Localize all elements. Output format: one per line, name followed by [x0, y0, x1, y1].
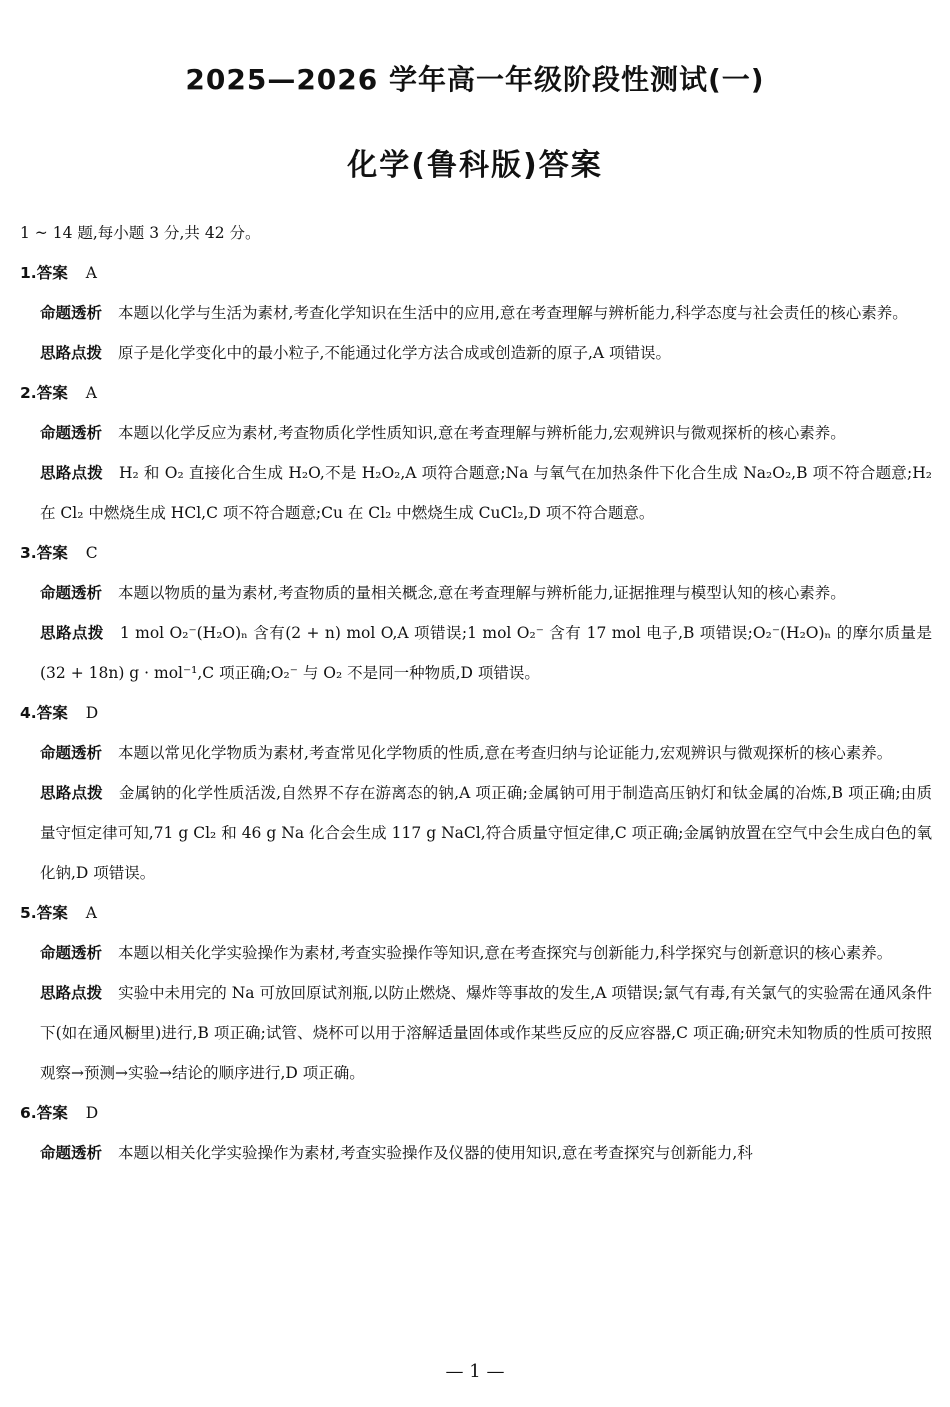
- analysis-text: 本题以相关化学实验操作为素材,考查实验操作等知识,意在考查探究与创新能力,科学探究与创新意识的核心素养。: [118, 944, 893, 962]
- answer-label: 答案: [36, 544, 68, 562]
- question-number: 5.: [20, 904, 37, 922]
- analysis-label: 命题透析: [40, 424, 103, 442]
- question-2: [20, 373, 932, 533]
- question-4: [20, 693, 932, 893]
- analysis-label: 命题透析: [40, 1144, 103, 1162]
- analysis-label: 命题透析: [40, 584, 103, 602]
- answer-label: 答案: [36, 264, 68, 282]
- page-title: 2025—2026 学年高一年级阶段性测试(一): [185, 63, 765, 96]
- analysis-text: 本题以物质的量为素材,考查物质的量相关概念,意在考查理解与辨析能力,证据推理与模型认知的核心素养。: [118, 584, 846, 602]
- answer-value: A: [85, 384, 97, 402]
- question-number: 1.: [20, 264, 37, 282]
- hint-label: 思路点拨: [40, 464, 103, 482]
- question-number: 4.: [20, 704, 37, 722]
- analysis-label: 命题透析: [40, 944, 103, 962]
- answer-value: A: [85, 904, 97, 922]
- answer-label: 答案: [36, 904, 68, 922]
- question-header: [20, 1093, 932, 1133]
- question-header: [20, 533, 932, 573]
- question-header: [20, 253, 932, 293]
- analysis-paragraph: [20, 573, 932, 613]
- answer-label: 答案: [36, 1104, 68, 1122]
- hint-text: 实验中未用完的 Na 可放回原试剂瓶,以防止燃烧、爆炸等事故的发生,A 项错误;氯气有毒,有关氯气的实验需在通风条件下(如在通风橱里)进行,B 项正确;试管、烧杯可以用于溶解适量固体或作某些反应的反应容器,C 项正确;研究未知物质的性质可按照观察→预测→实验→结论的顺序进行,D 项正确。: [40, 984, 932, 1082]
- intro-line: 1 ~ 14 题,每小题 3 分,共 42 分。: [20, 224, 261, 242]
- answer-value: D: [85, 1104, 99, 1122]
- answer-label: 答案: [36, 704, 68, 722]
- question-number: 3.: [20, 544, 37, 562]
- analysis-text: 本题以化学反应为素材,考查物质化学性质知识,意在考查理解与辨析能力,宏观辨识与微观探析的核心素养。: [118, 424, 846, 442]
- hint-label: 思路点拨: [40, 344, 103, 362]
- answer-value: C: [85, 544, 98, 562]
- hint-text: 原子是化学变化中的最小粒子,不能通过化学方法合成或创造新的原子,A 项错误。: [118, 344, 671, 362]
- page-number: — 1 —: [445, 1361, 505, 1382]
- question-6: [20, 1093, 932, 1173]
- page-subtitle: 化学(鲁科版)答案: [347, 148, 603, 183]
- question-number: 2.: [20, 384, 37, 402]
- analysis-label: 命题透析: [40, 304, 103, 322]
- analysis-paragraph: [20, 933, 932, 973]
- hint-paragraph: [20, 773, 932, 893]
- hint-paragraph: [20, 453, 932, 533]
- question-1: [20, 253, 932, 373]
- answer-content: [20, 213, 932, 1173]
- question-number: 6.: [20, 1104, 37, 1122]
- hint-label: 思路点拨: [40, 624, 104, 642]
- question-header: [20, 693, 932, 733]
- analysis-paragraph: [20, 733, 932, 773]
- question-3: [20, 533, 932, 693]
- answer-label: 答案: [36, 384, 68, 402]
- question-5: [20, 893, 932, 1093]
- hint-label: 思路点拨: [40, 784, 103, 802]
- hint-text: 金属钠的化学性质活泼,自然界不存在游离态的钠,A 项正确;金属钠可用于制造高压钠灯和钛金属的冶炼,B 项正确;由质量守恒定律可知,71 g Cl₂ 和 46 g Na 化合会生成 117 g NaCl,符合质量守恒定律,C 项正确;金属钠放置在空气中会生成白色的氧化钠,D 项错误。: [40, 784, 932, 882]
- analysis-paragraph: [20, 413, 932, 453]
- hint-paragraph: [20, 973, 932, 1093]
- analysis-paragraph: [20, 1133, 932, 1173]
- hint-text: 1 mol O₂⁻(H₂O)ₙ 含有(2 + n) mol O,A 项错误;1 mol O₂⁻ 含有 17 mol 电子,B 项错误;O₂⁻(H₂O)ₙ 的摩尔质量是(32 + 18n) g · mol⁻¹,C 项正确;O₂⁻ 与 O₂ 不是同一种物质,D 项错误。: [40, 624, 932, 682]
- hint-label: 思路点拨: [40, 984, 103, 1002]
- answer-value: A: [85, 264, 97, 282]
- analysis-text: 本题以常见化学物质为素材,考查常见化学物质的性质,意在考查归纳与论证能力,宏观辨识与微观探析的核心素养。: [118, 744, 893, 762]
- hint-paragraph: [20, 333, 932, 373]
- analysis-text: 本题以相关化学实验操作为素材,考查实验操作及仪器的使用知识,意在考查探究与创新能力,科: [118, 1144, 753, 1162]
- question-header: [20, 373, 932, 413]
- hint-text: H₂ 和 O₂ 直接化合生成 H₂O,不是 H₂O₂,A 项符合题意;Na 与氧气在加热条件下化合生成 Na₂O₂,B 项不符合题意;H₂ 在 Cl₂ 中燃烧生成 HCl,C 项不符合题意;Cu 在 Cl₂ 中燃烧生成 CuCl₂,D 项不符合题意。: [40, 464, 932, 522]
- analysis-text: 本题以化学与生活为素材,考查化学知识在生活中的应用,意在考查理解与辨析能力,科学态度与社会责任的核心素养。: [118, 304, 908, 322]
- hint-paragraph: [20, 613, 932, 693]
- analysis-label: 命题透析: [40, 744, 103, 762]
- question-header: [20, 893, 932, 933]
- answer-value: D: [85, 704, 99, 722]
- analysis-paragraph: [20, 293, 932, 333]
